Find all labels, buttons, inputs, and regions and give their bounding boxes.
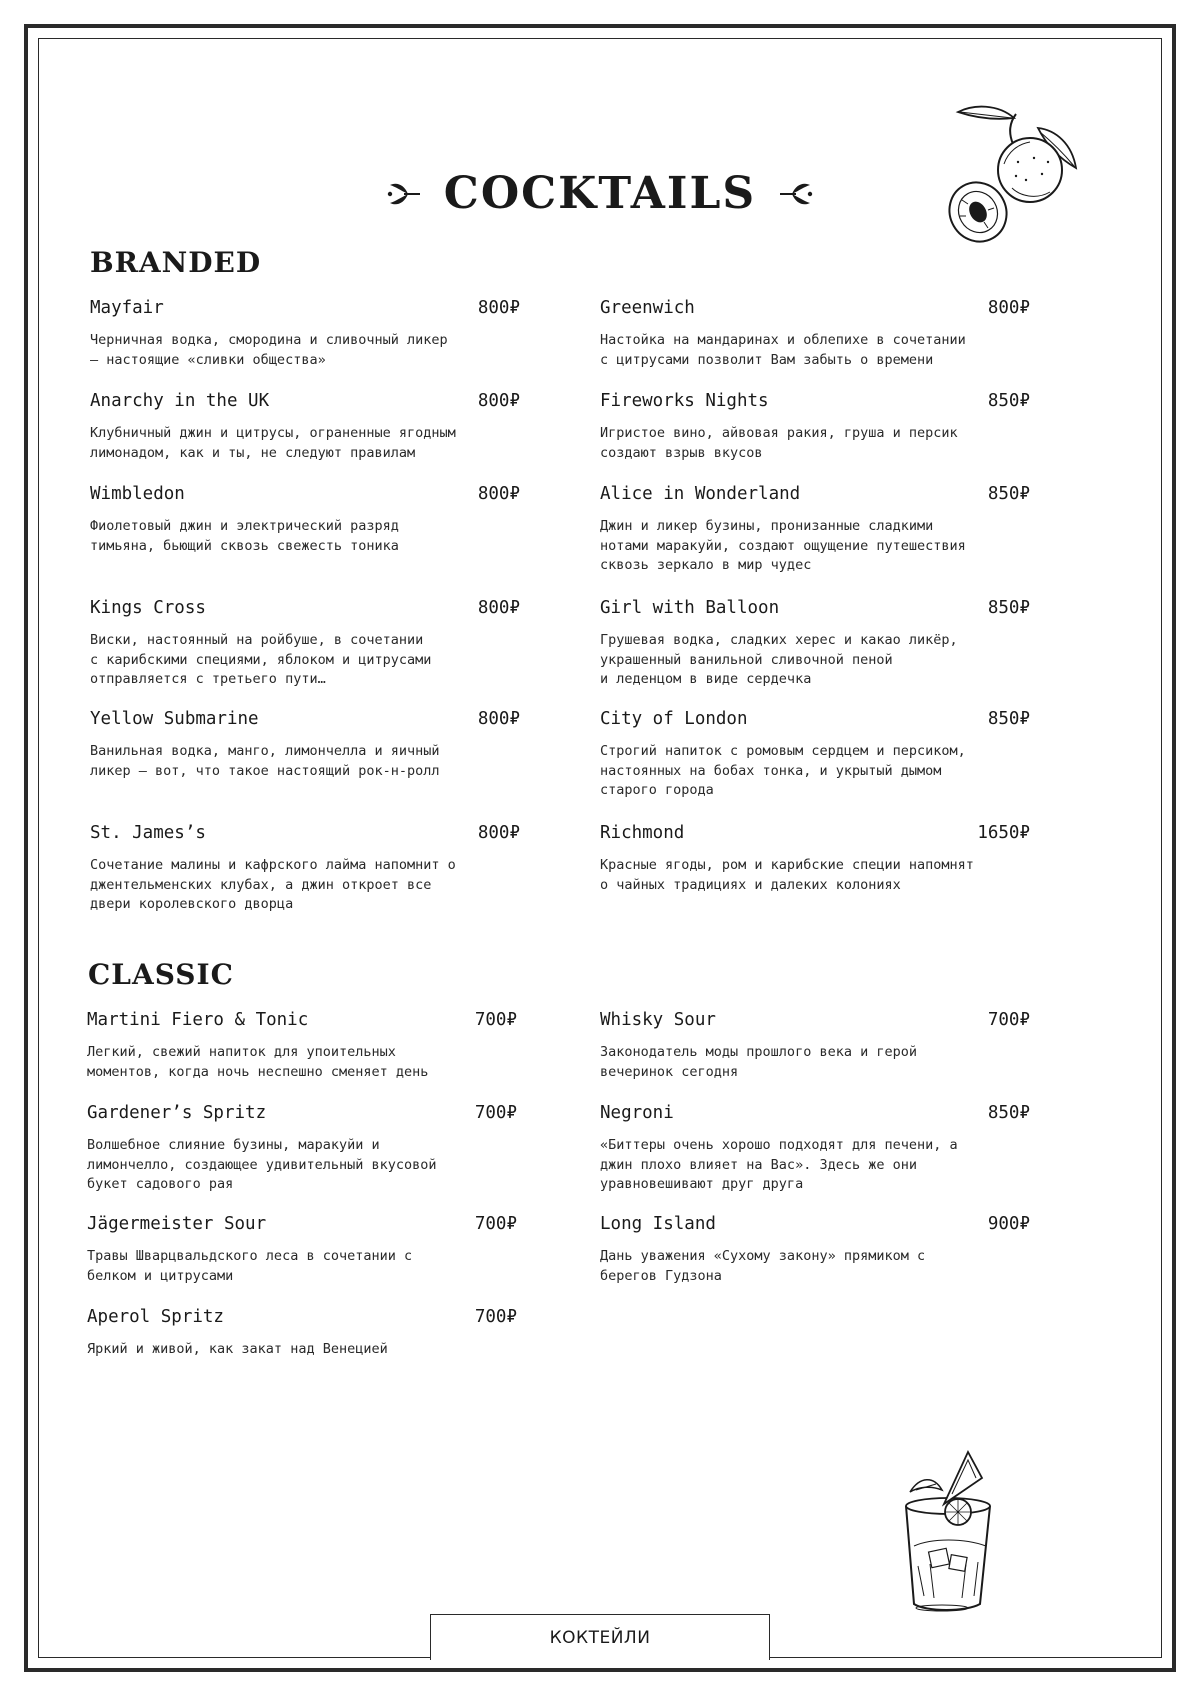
flourish-left-icon — [386, 179, 422, 209]
menu-item — [90, 484, 520, 556]
menu-item-name: Whisky Sour — [600, 1010, 716, 1030]
menu-item-name: Gardener’s Spritz — [87, 1103, 267, 1123]
menu-item-description: Законодатель моды прошлого века и герой вечеринок сегодня — [600, 1044, 917, 1080]
menu-item — [600, 709, 1030, 801]
menu-item-name: Aperol Spritz — [87, 1307, 224, 1327]
menu-item-description: Грушевая водка, сладких херес и какао ликёр, украшенный ванильной сливочной пеной и леденцом в виде сердечка — [600, 632, 958, 687]
menu-item — [90, 391, 520, 463]
menu-item-price: 900₽ — [987, 1214, 1030, 1234]
menu-item — [87, 1010, 517, 1082]
menu-item-header — [600, 391, 1030, 411]
menu-item-name: Girl with Balloon — [600, 598, 780, 618]
menu-item-header — [87, 1214, 517, 1234]
menu-item-description: Волшебное слияние бузины, маракуйи и лимончелло, создающее удивительный вкусовой букет садового рая — [87, 1137, 437, 1192]
menu-item-price: 1650₽ — [977, 823, 1030, 843]
menu-item-header — [90, 298, 520, 318]
menu-item — [90, 298, 520, 370]
menu-item-price: 850₽ — [987, 484, 1030, 504]
menu-item-price: 800₽ — [477, 709, 520, 729]
menu-item-description: Игристое вино, айвовая ракия, груша и персик создают взрыв вкусов — [600, 425, 958, 461]
menu-item-name: Negroni — [600, 1103, 674, 1123]
menu-item-description: Сочетание малины и кафрского лайма напомнит о джентельменских клубах, а джин откроет все двери королевского дворца — [90, 857, 456, 912]
menu-item-price: 850₽ — [987, 391, 1030, 411]
menu-item-header — [600, 298, 1030, 318]
menu-item — [90, 598, 520, 690]
fruit-illustration-icon — [938, 104, 1088, 254]
menu-item — [600, 1010, 1030, 1082]
menu-item-header — [600, 1103, 1030, 1123]
page-title: COCKTAILS — [443, 168, 757, 219]
menu-item-header — [600, 484, 1030, 504]
menu-item-price: 850₽ — [987, 709, 1030, 729]
menu-item — [90, 709, 520, 781]
menu-item-name: City of London — [600, 709, 748, 729]
menu-item — [87, 1214, 517, 1286]
menu-item-description: Джин и ликер бузины, пронизанные сладкими нотами маракуйи, создают ощущение путешествия сквозь зеркало в мир чудес — [600, 518, 966, 573]
flourish-right-icon — [778, 179, 814, 209]
menu-item-price: 700₽ — [474, 1307, 517, 1327]
menu-item-header — [90, 823, 520, 843]
menu-item-description: Строгий напиток с ромовым сердцем и персиком, настоянных на бобах тонка, и укрытый дымом старого города — [600, 743, 966, 798]
menu-item — [600, 298, 1030, 370]
menu-item-name: Anarchy in the UK — [90, 391, 270, 411]
menu-item — [600, 1214, 1030, 1286]
menu-item-price: 700₽ — [474, 1214, 517, 1234]
menu-item-description: «Биттеры очень хорошо подходят для печени, а джин плохо влияет на Вас». Здесь же они уравновешивают друг друга — [600, 1137, 958, 1192]
menu-item-description: Ванильная водка, манго, лимончелла и яичный ликер — вот, что такое настоящий рок-н-ролл — [90, 743, 440, 779]
menu-item-header — [600, 709, 1030, 729]
menu-item-name: St. James’s — [90, 823, 206, 843]
menu-item-header — [600, 598, 1030, 618]
menu-item-header — [87, 1307, 517, 1327]
menu-item-name: Yellow Submarine — [90, 709, 259, 729]
menu-item-description: Дань уважения «Сухому закону» прямиком с берегов Гудзона — [600, 1248, 926, 1284]
menu-item — [600, 823, 1030, 895]
menu-item — [600, 598, 1030, 690]
menu-item-price: 800₽ — [987, 298, 1030, 318]
menu-item-header — [90, 598, 520, 618]
menu-item-header — [87, 1103, 517, 1123]
menu-item-name: Mayfair — [90, 298, 164, 318]
footer-tab — [430, 1614, 770, 1660]
menu-item — [87, 1307, 517, 1360]
menu-item-price: 800₽ — [477, 484, 520, 504]
cocktail-glass-illustration-icon — [896, 1446, 1002, 1616]
menu-item-price: 850₽ — [987, 1103, 1030, 1123]
menu-item-description: Легкий, свежий напиток для упоительных моментов, когда ночь неспешно сменяет день — [87, 1044, 429, 1080]
menu-item — [87, 1103, 517, 1195]
menu-item-name: Martini Fiero & Tonic — [87, 1010, 309, 1030]
menu-item-name: Greenwich — [600, 298, 695, 318]
menu-item-description: Травы Шварцвальдского леса в сочетании с белком и цитрусами — [87, 1248, 413, 1284]
menu-item — [600, 484, 1030, 576]
menu-item — [90, 823, 520, 915]
menu-item-price: 800₽ — [477, 391, 520, 411]
menu-item-description: Красные ягоды, ром и карибские специи напомнят о чайных традициях и далеких колониях — [600, 857, 974, 893]
menu-item-price: 850₽ — [987, 598, 1030, 618]
menu-item-description: Виски, настоянный на ройбуше, в сочетании с карибскими специями, яблоком и цитрусами отправляется с третьего пути… — [90, 632, 432, 687]
menu-item-price: 700₽ — [474, 1010, 517, 1030]
menu-item-price: 800₽ — [477, 598, 520, 618]
menu-item-header — [90, 484, 520, 504]
menu-item-header — [600, 1010, 1030, 1030]
menu-item-header — [600, 1214, 1030, 1234]
menu-item-name: Long Island — [600, 1214, 716, 1234]
section-heading-branded: BRANDED — [90, 246, 262, 279]
menu-item-description: Яркий и живой, как закат над Венецией — [87, 1341, 388, 1357]
menu-item-name: Alice in Wonderland — [600, 484, 801, 504]
menu-item-description: Черничная водка, смородина и сливочный ликер — настоящие «сливки общества» — [90, 332, 448, 368]
menu-item-price: 800₽ — [477, 823, 520, 843]
menu-item-description: Клубничный джин и цитрусы, ограненные ягодным лимонадом, как и ты, не следуют правилам — [90, 425, 456, 461]
menu-item-name: Jägermeister Sour — [87, 1214, 267, 1234]
menu-item-description: Фиолетовый джин и электрический разряд тимьяна, бьющий сквозь свежесть тоника — [90, 518, 399, 554]
menu-item-header — [600, 823, 1030, 843]
menu-item-name: Fireworks Nights — [600, 391, 769, 411]
footer-label: КОКТЕЙЛИ — [549, 1627, 651, 1648]
menu-item-header — [90, 391, 520, 411]
menu-item-header — [87, 1010, 517, 1030]
menu-item-price: 800₽ — [477, 298, 520, 318]
menu-item-name: Wimbledon — [90, 484, 185, 504]
menu-item-price: 700₽ — [987, 1010, 1030, 1030]
menu-item-price: 700₽ — [474, 1103, 517, 1123]
menu-item — [600, 1103, 1030, 1195]
section-heading-classic: CLASSIC — [88, 958, 234, 991]
menu-item — [600, 391, 1030, 463]
menu-item-name: Richmond — [600, 823, 685, 843]
menu-item-description: Настойка на мандаринах и облепихе в сочетании с цитрусами позволит Вам забыть о времени — [600, 332, 966, 368]
menu-item-header — [90, 709, 520, 729]
menu-item-name: Kings Cross — [90, 598, 206, 618]
